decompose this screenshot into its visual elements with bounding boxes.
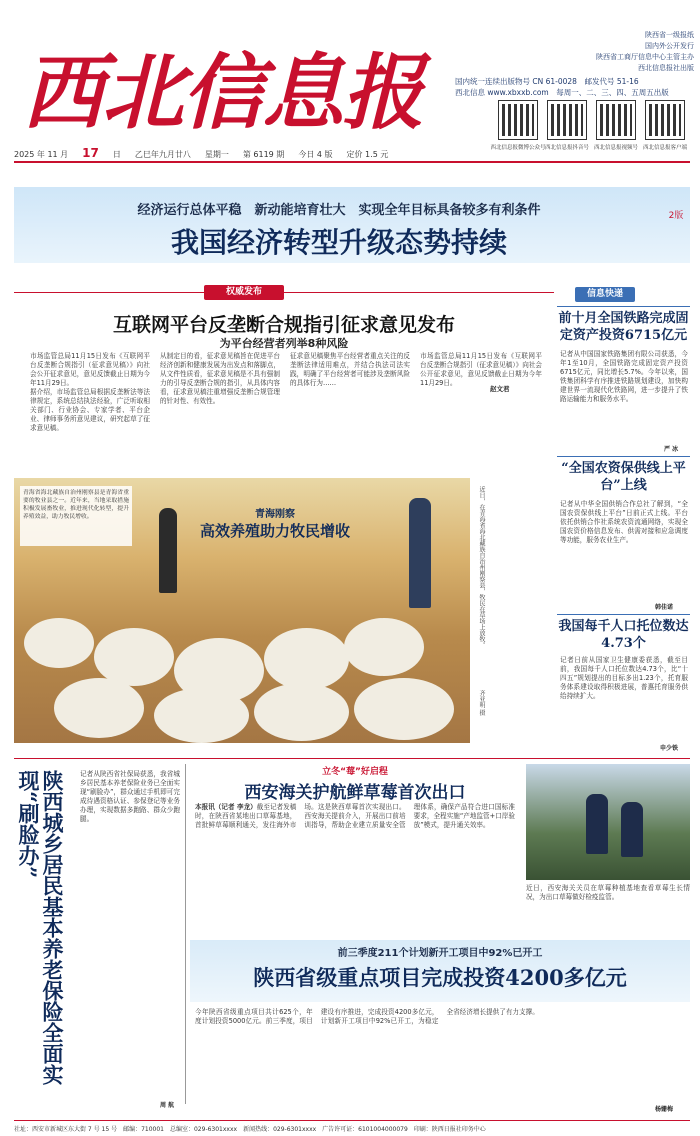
side-story-credit: 周 航 — [160, 1102, 175, 1109]
photo-side-caption: 近日，在青海省海北藏族自治州刚察县，牧民在草场上放牧。 — [478, 486, 485, 648]
sidebar-item-credit: 申少铁 — [660, 745, 679, 752]
article-title[interactable]: 西安海关护航鲜草莓首次出口 — [244, 783, 466, 803]
sidebar-item-title[interactable]: 前十月全国铁路完成固定资产投资6715亿元 — [558, 311, 689, 343]
masthead: 西北信息报 陕西省一级报纸 国内外公开发行 陕西省工商厅信息中心主管主办 西北信息报社出版 国内统一连续出版物号 CN 61-0028 邮发代号 51-16 西北信息 www.xbxxb.com 每周一、二、三、四、五周五出版 西北信息报微博公众号 西北信息报抖音号 西北信息报视频号 西北信息报客户端 2025 年 11 月 17 日 乙巳年九月廿八 星期一 第 6119 期 今日 4 版 定价 1.5 元 — [0, 0, 700, 160]
lead-headline-banner[interactable]: 经济运行总体平稳 新动能培育壮大 实现全年目标具备较多有利条件 我国经济转型升级态势持续 2版 — [14, 187, 690, 263]
article-title: 陕西省级重点项目完成投资4200多亿元 — [253, 965, 627, 990]
article-body: 今年陕西省级重点项目共计625个，年度计划投资5000亿元。前三季度，项目建设有序推进，完成投资4200多亿元，计划新开工项目中92%已开工，为稳定全省经济增长提供了有力支撑。 — [195, 1008, 539, 1025]
sidebar-item-title[interactable]: “全国农资保供线上平台”上线 — [561, 461, 686, 493]
sidebar-header: 信息快递 — [575, 287, 635, 302]
article-body: 市场监管总局11月15日发布《互联网平台反垄断合规指引（征求意见稿）》向社会公开征求意见，意见反馈截止日期为今年11月29日。 据介绍，市场监管总局根据反垄断法等法律规定，系统总结执法经验，广泛听取相关部门、行业协会、专家学者、平台企业、律师事务所意见建议，研究起草了征求意见稿。 — [30, 352, 150, 432]
qr-code-douyin[interactable] — [547, 100, 587, 140]
byline: 赵文君 — [490, 385, 510, 393]
qr-code-weibo[interactable] — [498, 100, 538, 140]
article-body: 市场监管总局11月15日发布《互联网平台反垄断合规指引（征求意见稿）》向社会公开征求意见，意见反馈截止日期为今年11月29日。 — [420, 352, 542, 387]
publisher-info: 陕西省一级报纸 国内外公开发行 陕西省工商厅信息中心主管主办 西北信息报社出版 — [596, 31, 694, 72]
article3-header[interactable] — [190, 940, 690, 1002]
lead-headline: 我国经济转型升级态势持续 — [170, 226, 507, 259]
sidebar-item-body: 记者从中华全国供销合作总社了解到，“全国农资保供线上平台”日前正式上线。平台依托供销合作社系统农资流通网络，实现全国农资价格信息发布、供需对接和应急调度等功能，服务农业生产。 — [560, 500, 688, 544]
sidebar-item-credit: 韩佳诺 — [655, 604, 674, 611]
article-title[interactable]: 互联网平台反垄断合规指引征求意见发布 — [112, 314, 455, 336]
article-kicker: 前三季度211个计划新开工项目中92%已开工 — [337, 948, 543, 959]
photo-caption: 近日，西安海关关员在草莓种植基地查看草莓生长情况，为出口草莓做好检疫监管。 — [526, 884, 690, 901]
sidebar-item-body: 记者从中国国家铁路集团有限公司获悉，今年1至10月，全国铁路完成固定资产投资6715亿元，同比增长5.7%。今年以来，国铁集团科学有序推进铁路规划建设，加快构建世界一流现代化铁路网，进一步提升了铁路运输能力和服务水平。 — [560, 350, 688, 403]
side-story-title[interactable]: 陕西城乡居民基本养老保险全面实现“刷脸办” — [16, 770, 65, 1085]
dateline: 2025 年 11 月 17 日 乙巳年九月廿八 星期一 第 6119 期 今日 4 版 定价 1.5 元 — [14, 146, 389, 160]
newspaper-logo: 西北信息报 — [22, 45, 422, 141]
page-reference: 2版 — [668, 211, 684, 221]
kicker-badge: 权威发布 — [204, 285, 284, 300]
sidebar-item-body: 记者日前从国家卫生健康委获悉，截至目前，我国每千人口托位数达4.73个，比“十四五”规划提出的目标多出1.23个，托育服务体系建设取得积极进展，普惠托育服务供给持续扩大。 — [560, 656, 688, 700]
article-body: 征求意见稿聚焦平台经营者重点关注的反垄断法律适用难点，并结合执法司法实践，明确了平台经营者可能涉及垄断风险的具体行为…… — [290, 352, 410, 387]
publication-codes: 国内统一连续出版物号 CN 61-0028 邮发代号 51-16 西北信息 www.xbxxb.com 每周一、二、三、四、五周五出版 — [455, 77, 669, 97]
article-body: 本报讯（记者 李龙）截至记者发稿时，在陕西省某地出口草莓基地，首批鲜草莓顺利通关，发往海外市场。这是陕西草莓首次实现出口。西安海关提前介入，开展出口前培训指导，帮助企业建立质量安全管理体系，确保产品符合进口国标准要求，全程实施“产地监管+口岸验放”模式，提升通关效率。 — [195, 803, 515, 829]
article-credit: 杨姗梅 — [655, 1106, 674, 1113]
photo-credit: 齐亚明 摄 — [478, 690, 485, 716]
sidebar-item-title[interactable]: 我国每千人口托位数达4.73个 — [558, 619, 689, 651]
qr-code-app[interactable] — [645, 100, 685, 140]
side-story-body: 记者从陕西省社保局获悉，我省城乡居民基本养老保险业务已全面实现“刷脸办”，群众通过手机即可完成待遇资格认证、参保登记等业务办理，实现数据多跑路、群众少跑腿。 — [80, 770, 180, 823]
article-kicker: 立冬“莓”好启程 — [322, 767, 388, 777]
sidebar-item-credit: 严 冰 — [664, 446, 679, 453]
article-subtitle: 为平台经营者列举8种风险 — [219, 337, 349, 350]
photo-title: 高效养殖助力牧民增收 — [199, 522, 350, 540]
photo-strawberry-inspection[interactable] — [526, 764, 690, 880]
footer-imprint: 社址：西安市新城区东大街 7 号 15 号 邮编：710001 总编室：029-6301xxxx 新闻热线：029-6301xxxx 广告许可证：6101004000079 印刷：陕西日报社印务中心 — [14, 1120, 690, 1133]
photo-caption: 青海省海北藏族自治州刚察县是青海省重要的牧业县之一。近年来，当地采取措施积极发展畜牧业，推进现代化转型，提升养殖效益，助力牧民增收。 — [23, 490, 129, 520]
photo-location: 青海刚察 — [255, 509, 295, 520]
qr-code-video[interactable] — [596, 100, 636, 140]
article-body: 从制定目的看，征求意见稿旨在促进平台经济创新和健康发展为出发点和落脚点，从文件性质看，征求意见稿是不具有强制力的引导反垄断合规的指引，从具体内容看，征求意见稿注重增强反垄断合规管理的针对性、有效性。 — [160, 352, 280, 405]
